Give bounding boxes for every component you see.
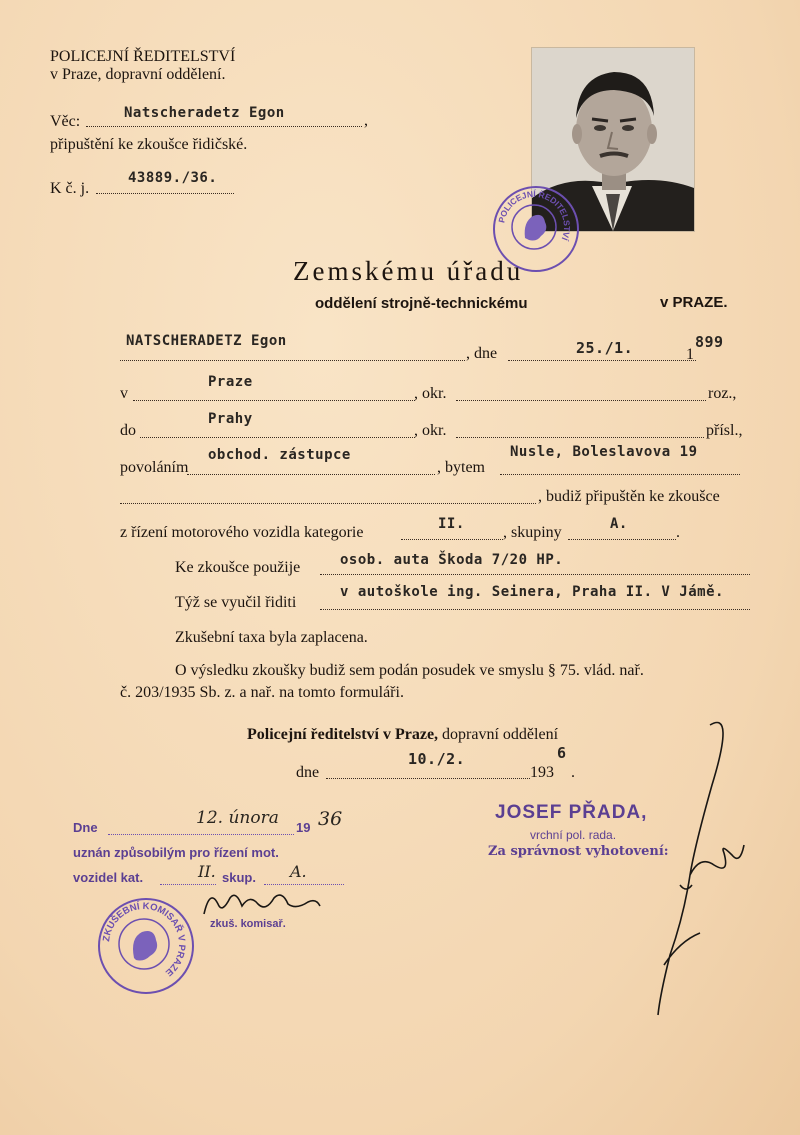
fee-text: Zkušební taxa byla zaplacena. — [175, 629, 368, 646]
commissar-signature — [196, 884, 326, 920]
birth-okr-label: , okr. — [414, 385, 447, 402]
signature-right — [640, 715, 760, 1025]
signatory-note: Za správnost vyhotovení: — [488, 844, 669, 859]
domicile-dotted-line — [140, 437, 415, 438]
document-title: Zemskému úřadu — [293, 256, 524, 286]
permit-text: , budiž připuštěn ke zkoušce — [538, 488, 720, 505]
police-stamp-text: POLICEJNÍ ŘEDITELSTVÍ — [496, 188, 573, 242]
occupation-value: obchod. zástupce — [208, 447, 351, 463]
bytem-label: , bytem — [437, 459, 485, 476]
skupiny-label: , skupiny — [503, 524, 562, 541]
birth-v-label: v — [120, 385, 128, 402]
vehicle-label: Ke zkoušce použije — [175, 559, 301, 576]
result-line-2: č. 203/1935 Sb. z. a nař. na tomto formuláři. — [120, 684, 404, 701]
vec-label: Věc: — [50, 113, 81, 130]
vec-subject: připuštění ke zkoušce řidičské. — [50, 136, 248, 153]
office-department: dopravní oddělení — [442, 726, 559, 743]
permit-dotted-line — [120, 503, 536, 504]
kcj-value: 43889./36. — [128, 170, 218, 186]
birth-date-dotted-line — [508, 360, 696, 361]
domicile-place: Prahy — [208, 411, 253, 427]
school-value: v autoškole ing. Seinera, Praha II. V Jámě. — [340, 584, 724, 600]
category-label: z řízení motorového vozidla kategorie — [120, 524, 364, 541]
vec-comma: , — [364, 112, 368, 129]
address-dotted-line — [500, 474, 740, 475]
signatory-name: JOSEF PŘADA, — [495, 802, 648, 823]
name-dotted-line — [120, 360, 465, 361]
vec-value: Natscheradetz Egon — [124, 105, 285, 121]
signatory-rank: vrchní pol. rada. — [530, 828, 617, 842]
exam-year-prefix: 19 — [296, 820, 311, 835]
birth-date: 25./1. — [576, 339, 634, 357]
kcj-dotted-line — [96, 193, 234, 194]
birth-okr-dotted-line — [456, 400, 706, 401]
exam-skup-handwritten: A. — [290, 862, 307, 881]
occupation-dotted-line — [187, 474, 435, 475]
office-name: Policejní ředitelství v Praze, — [247, 726, 439, 743]
result-line-1: O výsledku zkoušky budiž sem podán posudek ve smyslu § 75. vlád. nař. — [175, 662, 644, 679]
skupiny-dotted-line — [568, 539, 676, 540]
category-dotted-line — [401, 539, 503, 540]
category-end: . — [676, 524, 680, 541]
birth-year: 899 — [695, 333, 724, 351]
issue-dotted-line — [326, 778, 530, 779]
prisl-label: přísl., — [706, 422, 743, 439]
issue-dne-label: dne — [296, 764, 320, 781]
vehicle-value: osob. auta Škoda 7/20 HP. — [340, 552, 564, 568]
subtitle-city: v PRAZE. — [660, 294, 728, 311]
skupiny-value: A. — [610, 516, 628, 532]
exam-date-dotted-line — [108, 834, 294, 835]
exam-commissar-stamp — [98, 898, 194, 994]
do-label: do — [120, 422, 136, 439]
exam-date-handwritten: 12. února — [196, 808, 279, 828]
address-value: Nusle, Boleslavova 19 — [510, 444, 698, 460]
exam-stamp-text: ZKUŠEBNÍ KOMISAŘ V PRAZE — [101, 900, 188, 979]
dne-label: , dne — [466, 345, 498, 362]
exam-dne-label: Dne — [73, 820, 98, 835]
exam-kat-label: vozidel kat. — [73, 870, 144, 885]
subtitle-department: oddělení strojně-technickému — [315, 295, 528, 312]
roz-label: roz., — [708, 385, 737, 402]
commissar-label: zkuš. komisař. — [210, 918, 286, 930]
issue-end: . — [571, 764, 575, 781]
occupation-label: povoláním — [120, 459, 189, 476]
exam-line-2: uznán způsobilým pro řízení mot. — [73, 845, 279, 860]
issue-date: 10./2. — [408, 750, 466, 768]
category-value: II. — [438, 516, 465, 532]
domicile-okr-dotted-line — [456, 437, 704, 438]
school-label: Týž se vyučil řiditi — [175, 594, 297, 611]
header-line-1: POLICEJNÍ ŘEDITELSTVÍ — [50, 48, 236, 65]
vec-dotted-line — [86, 126, 362, 127]
exam-year-handwritten: 36 — [318, 808, 343, 830]
issue-year-prefix: 193 — [530, 764, 554, 781]
exam-skup-label: skup. — [222, 870, 256, 885]
person-name: NATSCHERADETZ Egon — [126, 333, 287, 349]
kcj-label: K č. j. — [50, 180, 90, 197]
header-line-2: v Praze, dopravní oddělení. — [50, 66, 226, 83]
birth-year-prefix: 1 — [686, 346, 694, 363]
exam-kat-handwritten: II. — [198, 862, 216, 881]
issue-year-digit: 6 — [557, 744, 567, 762]
birthplace-dotted-line — [133, 400, 415, 401]
school-dotted-line — [320, 609, 750, 610]
domicile-okr-label: , okr. — [414, 422, 447, 439]
birthplace: Praze — [208, 374, 253, 390]
vehicle-dotted-line — [320, 574, 750, 575]
